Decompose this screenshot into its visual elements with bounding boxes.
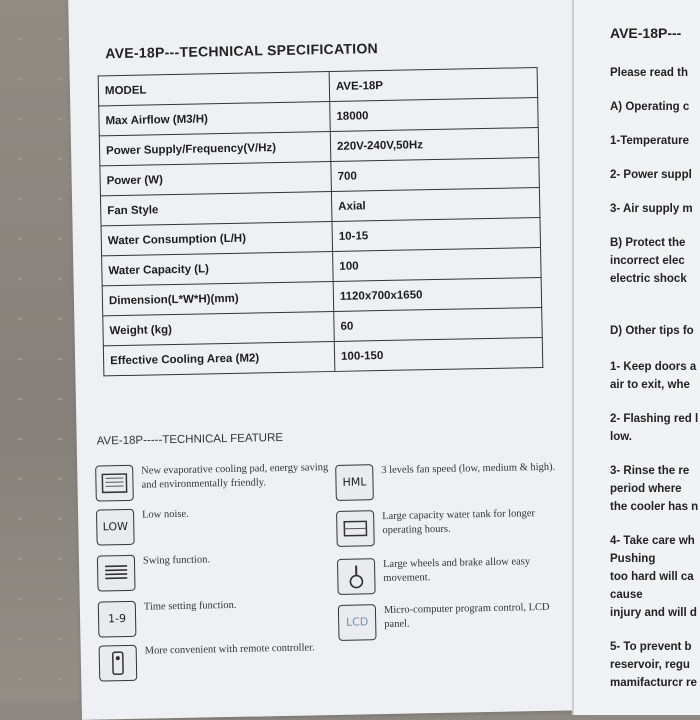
- spec-key: Dimension(L*W*H)(mm): [102, 281, 334, 315]
- spec-value: 60: [334, 307, 543, 341]
- feature-text: Low noise.: [141, 508, 189, 521]
- remote-controller-icon: [99, 645, 138, 682]
- wheels-icon: [337, 558, 376, 595]
- spec-value: 700: [331, 157, 540, 191]
- text-line: 3- Air supply m: [610, 203, 693, 215]
- spec-value: 10-15: [332, 217, 541, 251]
- spec-value: 220V-240V,50Hz: [330, 127, 539, 161]
- feature-item: [335, 460, 572, 501]
- text-line: B) Protect the: [610, 237, 686, 249]
- spec-value: Axial: [331, 187, 540, 221]
- feature-item: [97, 551, 334, 592]
- timer-icon: 1-9: [98, 601, 137, 638]
- text-line: A) Operating c: [610, 101, 690, 113]
- text-line: mamifacturcr re: [610, 677, 697, 689]
- feature-text: Swing function.: [142, 554, 211, 567]
- spec-key: Max Airflow (M3/H): [99, 101, 331, 135]
- spec-title: AVE-18P---TECHNICAL SPECIFICATION: [105, 40, 379, 62]
- feature-text: Micro-computer program control, LCD panel.: [383, 601, 550, 631]
- text-line: Pushing: [610, 553, 656, 565]
- text-line: 2- Power suppl: [610, 169, 692, 181]
- spec-key: Water Consumption (L/H): [101, 221, 333, 255]
- spec-key: MODEL: [98, 72, 330, 106]
- spec-value: AVE-18P: [329, 68, 538, 102]
- feature-item: [338, 600, 575, 641]
- feature-text: New evaporative cooling pad, energy saving and environmentally friendly.: [141, 462, 329, 491]
- text-line: reservoir, regu: [610, 659, 690, 671]
- right-page-title: AVE-18P---: [610, 25, 682, 41]
- text-line: 1-Temperature: [610, 135, 690, 147]
- feature-item: [96, 505, 333, 546]
- fan-speed-icon: HML: [335, 464, 374, 501]
- background-surface: [0, 0, 80, 700]
- feature-title: AVE-18P-----TECHNICAL FEATURE: [96, 431, 284, 448]
- feature-item: [99, 641, 336, 682]
- spec-key: Power Supply/Frequency(V/Hz): [99, 131, 331, 165]
- spec-value: 100: [333, 247, 542, 281]
- feature-item: [336, 506, 573, 547]
- spec-table: [98, 67, 544, 376]
- spec-value: 18000: [330, 98, 539, 132]
- text-line: low.: [610, 431, 632, 443]
- text-line: D) Other tips fo: [610, 325, 694, 337]
- feature-text: Large capacity water tank for longer operating hours.: [382, 508, 536, 537]
- spec-key: Effective Cooling Area (M2): [103, 341, 335, 375]
- water-tank-icon: [336, 510, 375, 547]
- text-line: period where: [610, 483, 682, 495]
- text-line: 3- Rinse the re: [610, 465, 690, 477]
- text-line: Please read th: [610, 67, 688, 79]
- spec-key: Weight (kg): [103, 311, 335, 345]
- feature-text: Large wheels and brake allow easy movement.: [382, 556, 531, 585]
- text-line: cause: [610, 589, 643, 601]
- feature-item: [95, 461, 332, 502]
- text-line: the cooler has n: [610, 501, 699, 513]
- manual-left-page: [68, 0, 586, 720]
- spec-value: 1120x700x1650: [333, 277, 542, 311]
- lcd-panel-icon: LCD: [338, 604, 377, 641]
- text-line: incorrect elec: [610, 255, 685, 267]
- spec-key: Water Capacity (L): [102, 251, 334, 285]
- feature-text: More convenient with remote controller.: [144, 642, 315, 657]
- text-line: injury and will d: [610, 607, 697, 619]
- spec-key: Power (W): [100, 161, 332, 195]
- feature-text: Time setting function.: [143, 599, 237, 613]
- text-line: air to exit, whe: [610, 379, 690, 391]
- spec-value: 100-150: [334, 337, 543, 371]
- swing-louver-icon: [97, 555, 136, 592]
- text-line: 1- Keep doors a: [610, 361, 697, 373]
- feature-item: [337, 554, 574, 595]
- text-line: too hard will ca: [610, 571, 694, 583]
- manual-right-page: [572, 0, 700, 715]
- text-line: electric shock: [610, 273, 687, 285]
- text-line: 5- To prevent b: [610, 641, 692, 653]
- spec-key: Fan Style: [100, 191, 332, 225]
- cooling-pad-icon: [95, 465, 134, 502]
- feature-text: 3 levels fan speed (low, medium & high).: [381, 461, 556, 477]
- text-line: 2- Flashing red l: [610, 413, 699, 425]
- text-line: 4- Take care wh: [610, 535, 695, 547]
- low-noise-icon: LOW: [96, 509, 135, 546]
- feature-item: [98, 597, 335, 638]
